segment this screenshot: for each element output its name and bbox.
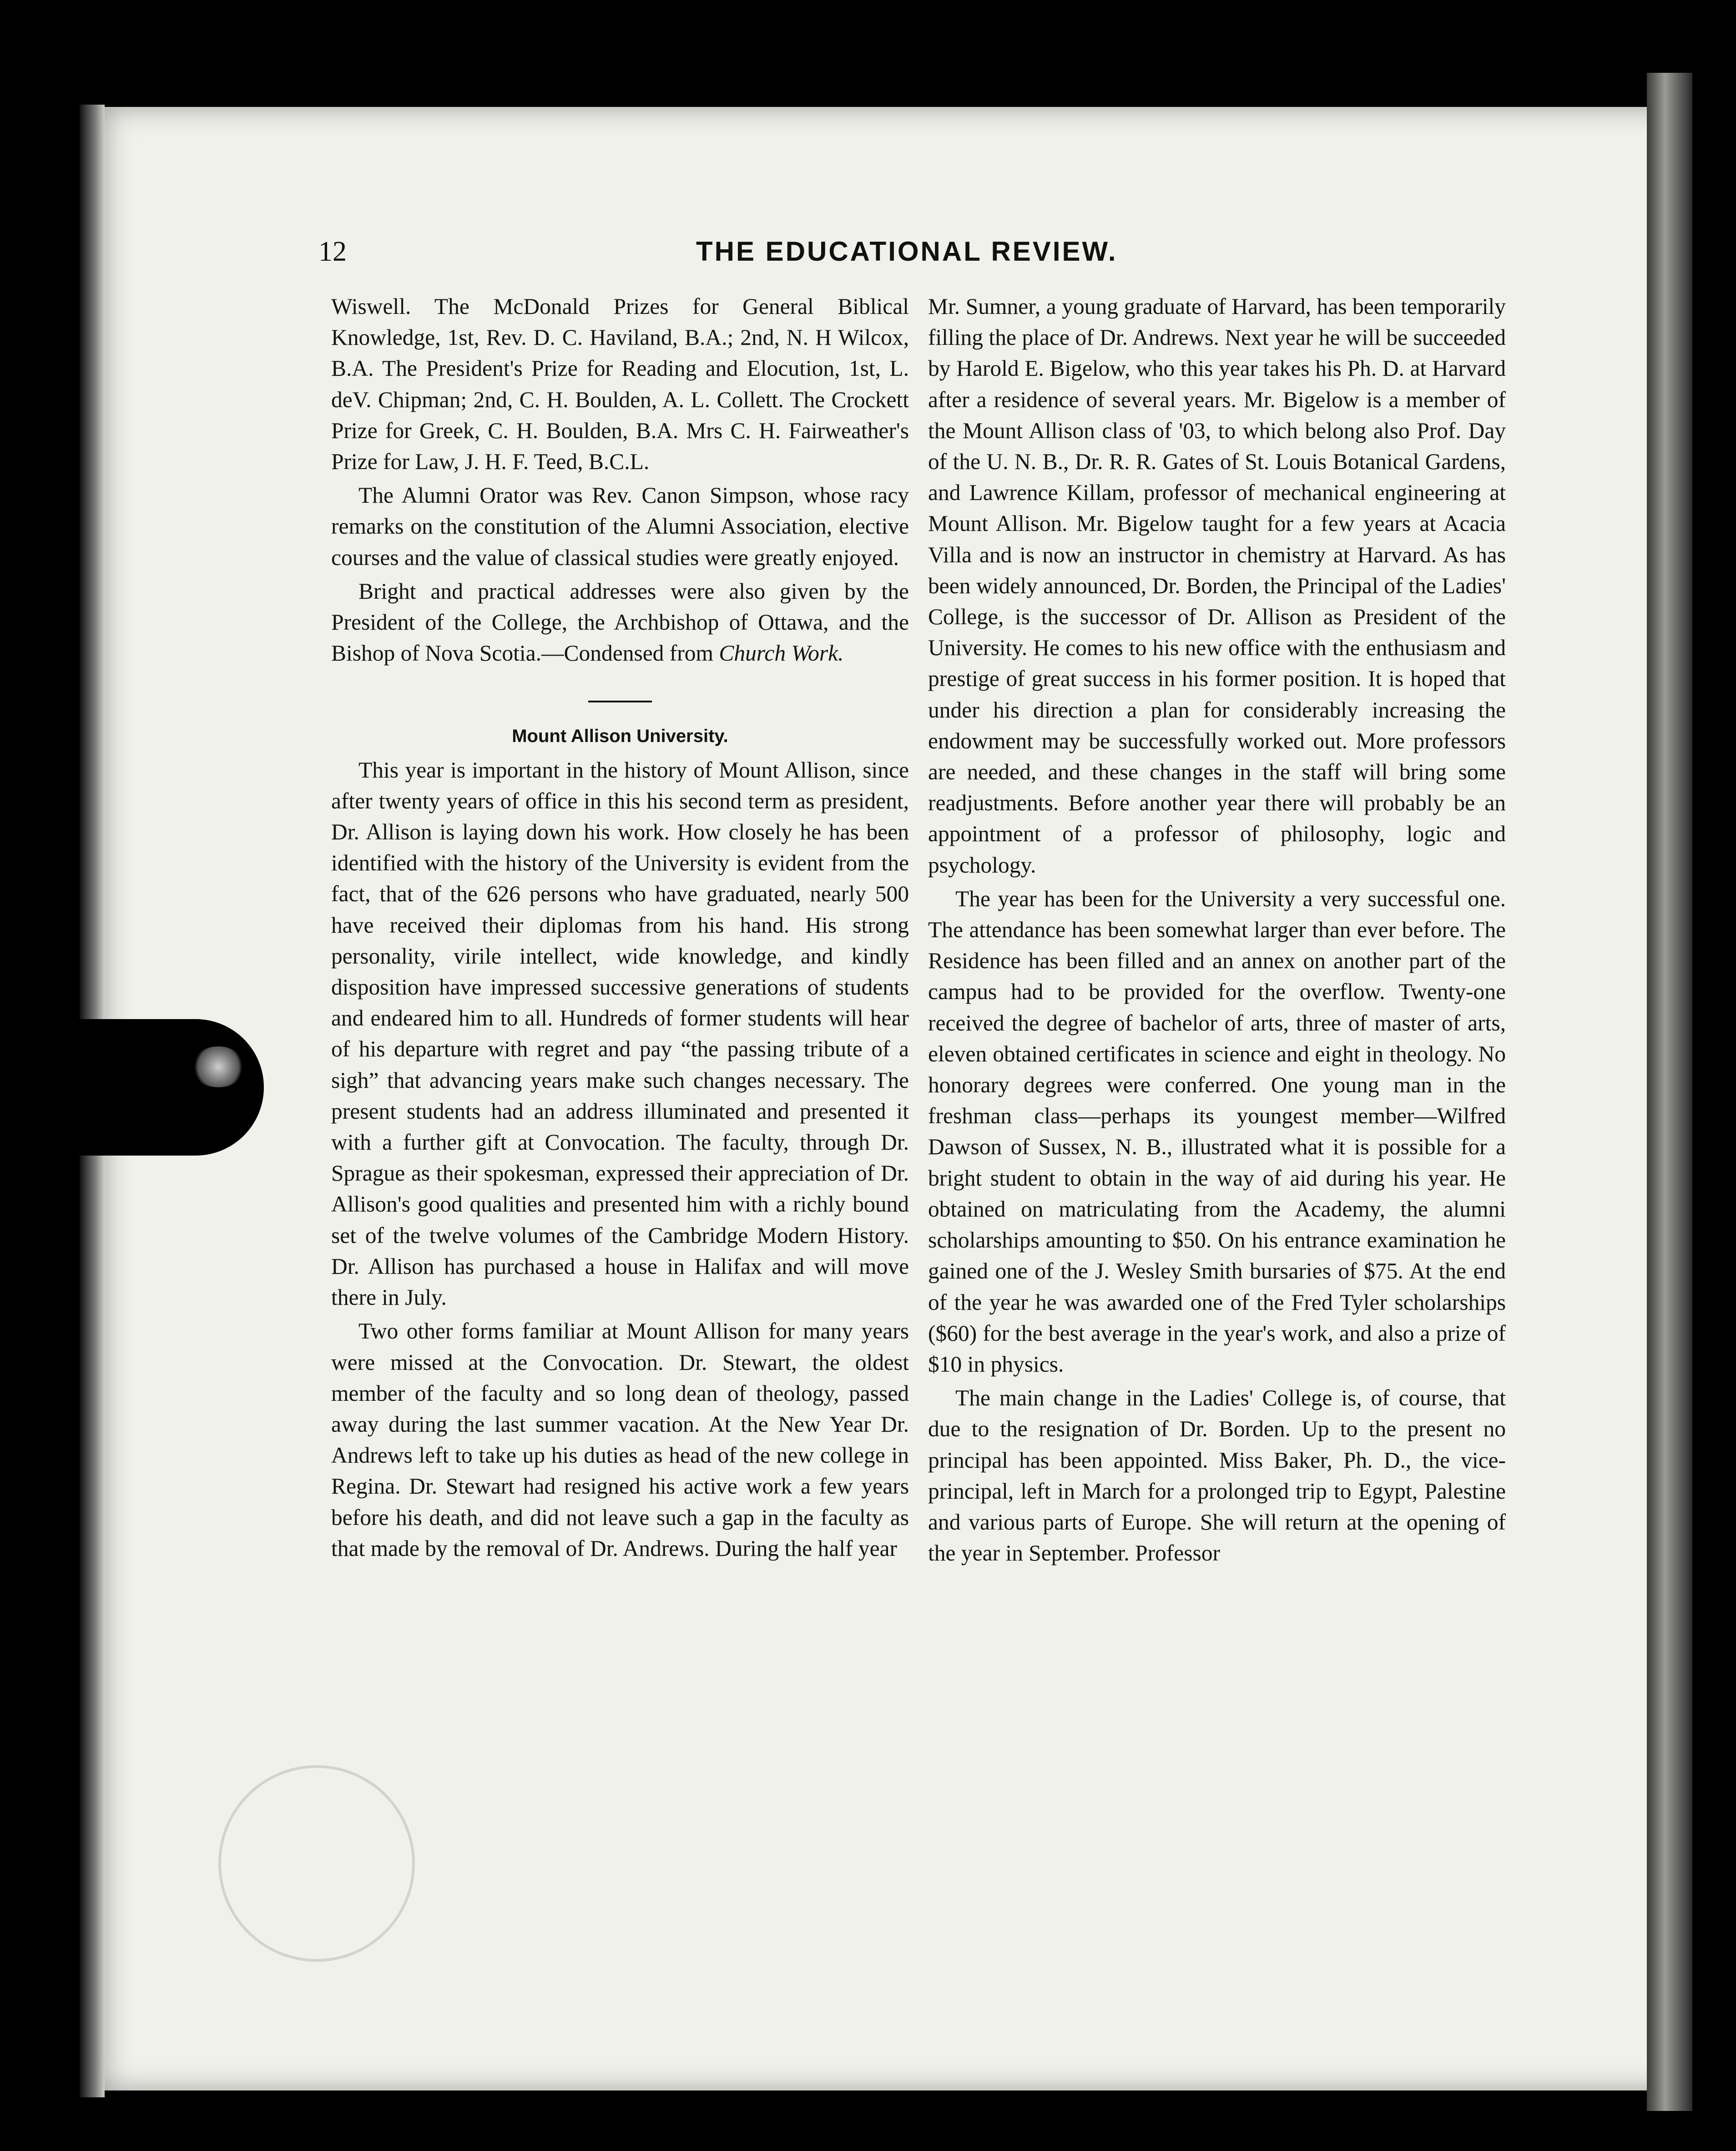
section-heading: Mount Allison University. — [512, 726, 728, 747]
left-column — [331, 291, 909, 1564]
paragraph: Two other forms familiar at Mount Allison for many years were missed at the Convocation. Dr. Stewart, the oldest member of the faculty and so long dean of theology, passed away during the last summer vacation. At the New Year Dr. Andrews left to take up his duties as head of the new college in Regina. Dr. Stewart had resigned his active work a few years before his death, and did not leave such a gap in the faculty as that made by the removal of Dr. Andrews. During the half year — [331, 1318, 909, 1561]
thumb-shadow — [0, 1019, 264, 1156]
paragraph: Wiswell. The McDonald Prizes for General Biblical Knowledge, 1st, Rev. D. C. Haviland, B.A.; 2nd, N. H Wilcox, B.A. The President's Prize for Reading and Elocution, 1st, L. deV. Chipman; 2nd, C. H. Boulden, A. L. Collett. The Crockett Prize for Greek, C. H. Boulden, B.A. Mrs C. H. Fairweather's Prize for Law, J. H. F. Teed, B.C.L. — [331, 294, 909, 475]
library-stamp — [218, 1765, 415, 1962]
paragraph-text: Bright and practical addresses were also given by the President of the College, the Archbishop of Ottawa, and the Bishop of Nova Scotia.—Condensed from — [331, 578, 909, 666]
page-number: 12 — [318, 236, 347, 267]
right-column — [928, 291, 1506, 1569]
paragraph — [331, 576, 909, 669]
thumbnail-highlight — [191, 1046, 246, 1087]
paragraph: The main change in the Ladies' College is, of course, that due to the resignation of Dr. Borden. Up to the present no principal has been appointed. Miss Baker, Ph. D., the vice-principal, left in March for a prolonged trip to Egypt, Palestine and various parts of Europe. She will return at the opening of the year in September. Professor — [928, 1385, 1506, 1566]
source-title: Church Work. — [719, 641, 844, 666]
section-divider — [588, 701, 652, 702]
page-edge — [1647, 73, 1692, 2111]
paragraph: Mr. Sumner, a young graduate of Harvard, has been temporarily filling the place of Dr. Andrews. Next year he will be succeeded by Harold E. Bigelow, who this year takes his Ph. D. at Harvard after a residence of several years. Mr. Bigelow is a member of the Mount Allison class of '03, to which belong also Prof. Day of the U. N. B., Dr. R. R. Gates of St. Louis Botanical Gardens, and Lawrence Killam, professor of mechanical engineering at Mount Allison. Mr. Bigelow taught for a few years at Acacia Villa and is now an instructor in chemistry at Harvard. As has been widely announced, Dr. Borden, the Principal of the Ladies' College, is the successor of Dr. Allison as President of the University. He comes to his new office with the enthusiasm and prestige of great success in his former position. It is hoped that under his direction a plan for considerably increasing the endowment may be successfully worked out. More professors are needed, and these changes in the staff will bring some readjustments. Before another year there will probably be an appointment of a professor of philosophy, logic and psychology. — [928, 294, 1506, 878]
paragraph: This year is important in the history of Mount Allison, since after twenty years of office in this his second term as president, Dr. Allison is laying down his work. How closely he has been identified with the history of the University is evident from the fact, that of the 626 persons who have graduated, nearly 500 have received their diplomas from his hand. His strong personality, virile intellect, wide knowledge, and kindly disposition have impressed successive generations of students and endeared him to all. Hundreds of former students will hear of his departure with regret and pay “the passing tribute of a sigh” that advancing years make such changes necessary. The present students had an address illuminated and presented it with a further gift at Convocation. The faculty, through Dr. Sprague as their spokesman, expressed their appreciation of Dr. Allison's good qualities and presented him with a richly bound set of the twelve volumes of the Cambridge Modern History. Dr. Allison has purchased a house in Halifax and will move there in July. — [331, 757, 909, 1310]
paragraph: The year has been for the University a very successful one. The attendance has been somewhat larger than ever before. The Residence has been filled and an annex on another part of the campus had to be provided for the overflow. Twenty-one received the degree of bachelor of arts, three of master of arts, eleven obtained certificates in science and eight in theology. No honorary degrees were conferred. One young man in the freshman class—perhaps its youngest member—Wilfred Dawson of Sussex, N. B., illustrated what it is possible for a bright student to obtain in the way of aid during his year. He obtained on matriculating from the Academy, the alumni scholarships amounting to $50. On his entrance examination he gained one of the J. Wesley Smith bursaries of $75. At the end of the year he was awarded one of the Fred Tyler scholarships ($60) for the best average in the year's work, and also a prize of $10 in physics. — [928, 886, 1506, 1377]
paragraph: The Alumni Orator was Rev. Canon Simpson, whose racy remarks on the constitution of the Alumni Association, elective courses and the value of classical studies were greatly enjoyed. — [331, 483, 909, 570]
running-title: THE EDUCATIONAL REVIEW. — [696, 236, 1118, 267]
page-header — [318, 236, 1465, 277]
